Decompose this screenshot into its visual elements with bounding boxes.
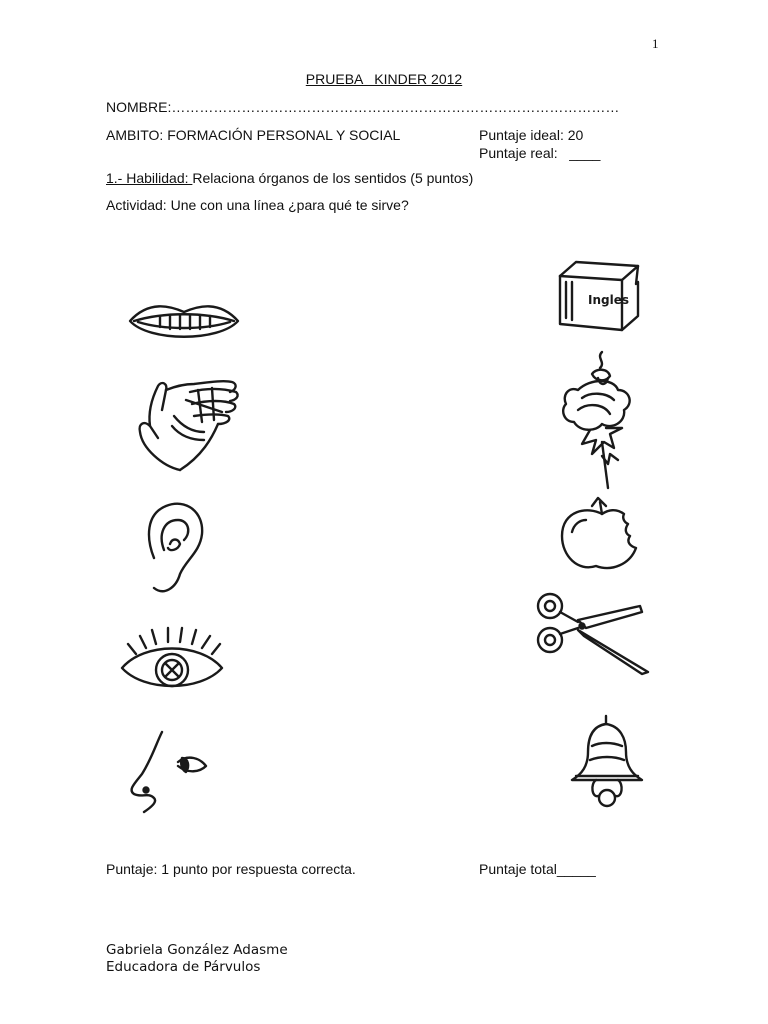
teacher-name: Gabriela González Adasme bbox=[106, 942, 288, 958]
skill-label: 1.- Habilidad: bbox=[106, 170, 193, 186]
name-line bbox=[106, 99, 619, 115]
book-icon[interactable] bbox=[552, 258, 648, 338]
real-score: Puntaje real: ____ bbox=[479, 145, 601, 161]
page-title: PRUEBA KINDER 2012 bbox=[305, 71, 463, 87]
hand-icon[interactable] bbox=[132, 376, 244, 476]
ambito-text: AMBITO: FORMACIÓN PERSONAL Y SOCIAL bbox=[106, 127, 401, 143]
mouth-icon[interactable] bbox=[124, 296, 244, 346]
bell-icon[interactable] bbox=[566, 712, 650, 812]
total-score: Puntaje total_____ bbox=[479, 861, 596, 877]
eye-icon[interactable] bbox=[114, 624, 230, 696]
scoring-rule: Puntaje: 1 punto por respuesta correcta. bbox=[106, 861, 356, 877]
apple-icon[interactable] bbox=[552, 496, 648, 574]
name-label: NOMBRE: bbox=[106, 99, 172, 115]
teacher-role: Educadora de Párvulos bbox=[106, 959, 261, 975]
skill-line bbox=[106, 170, 473, 186]
nose-icon[interactable] bbox=[118, 728, 218, 818]
skill-text: Relaciona órganos de los sentidos (5 puntos) bbox=[192, 170, 474, 186]
flower-icon[interactable] bbox=[552, 348, 648, 490]
signature bbox=[106, 942, 288, 976]
name-dots: …………………………………………………………………………………… bbox=[171, 99, 620, 115]
scissors-icon[interactable] bbox=[530, 586, 656, 678]
ear-icon[interactable] bbox=[140, 498, 210, 598]
page-number: 1 bbox=[652, 36, 659, 51]
activity-instruction: Actividad: Une con una línea ¿para qué te sirve? bbox=[106, 197, 409, 213]
book-label: Ingles bbox=[588, 293, 629, 307]
ideal-score: Puntaje ideal: 20 bbox=[479, 127, 584, 143]
